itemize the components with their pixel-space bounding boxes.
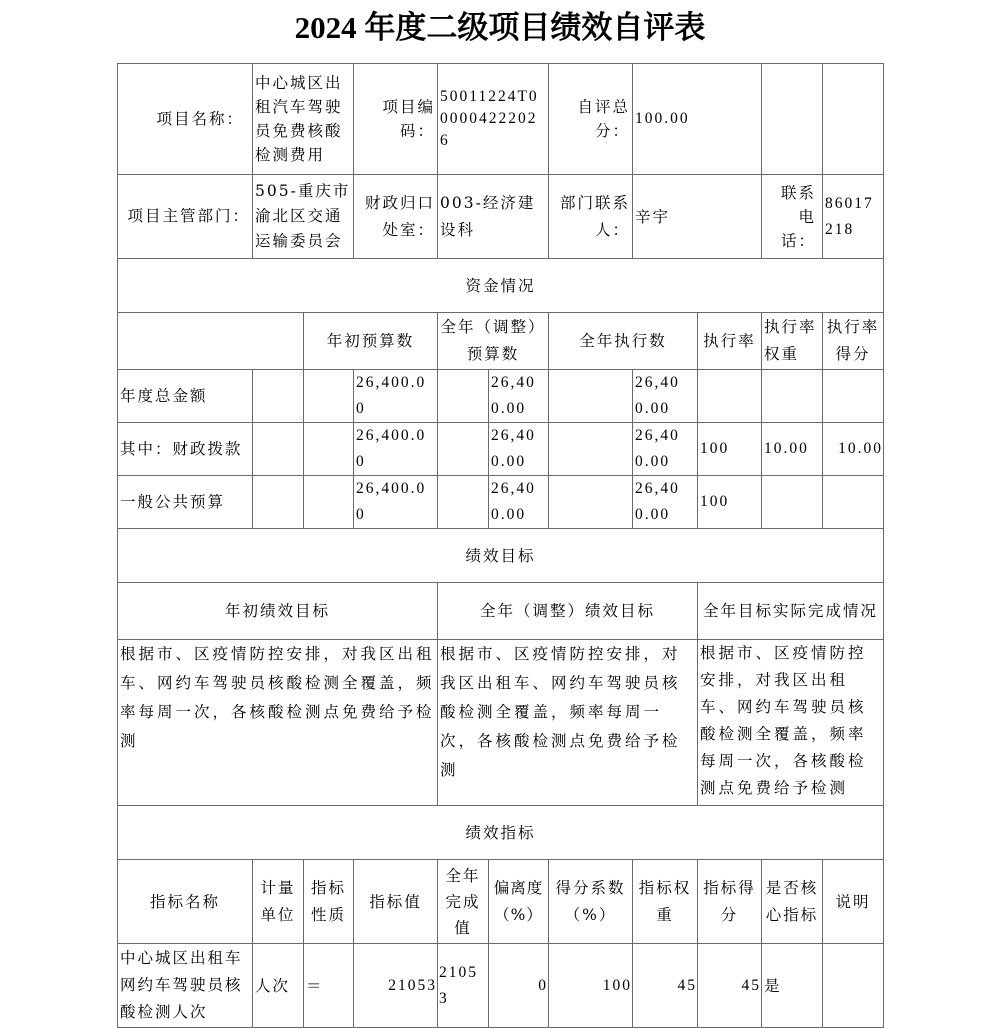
indicator-nature: ＝ bbox=[304, 944, 354, 1028]
adjusted-budget-header: 全年（调整）预算数 bbox=[438, 313, 549, 370]
initial-budget-value: 26,400.00 bbox=[354, 370, 438, 423]
indicator-score: 45 bbox=[698, 944, 762, 1028]
funding-row-label: 其中：财政拨款 bbox=[118, 423, 253, 476]
exec-weight-value bbox=[762, 370, 823, 423]
adjusted-goal-text: 根据市、区疫情防控安排，对我区出租车、网约车驾驶员核酸检测全覆盖，频率每周一次，各核酸检测点免费给予检测 bbox=[438, 640, 698, 806]
empty-cell bbox=[304, 370, 354, 423]
empty-cell bbox=[438, 476, 489, 529]
exec-rate-value: 100 bbox=[698, 423, 762, 476]
contact-person-value: 辛宇 bbox=[633, 175, 762, 259]
empty-cell bbox=[253, 423, 304, 476]
exec-rate-value bbox=[698, 370, 762, 423]
exec-weight-header: 执行率权重 bbox=[762, 313, 823, 370]
indicator-weight: 45 bbox=[633, 944, 698, 1028]
executed-value: 26,400.00 bbox=[633, 423, 698, 476]
coefficient-header: 得分系数（%） bbox=[549, 860, 633, 944]
actual-value-header: 全年完成值 bbox=[438, 860, 489, 944]
adjusted-budget-value: 26,400.00 bbox=[489, 423, 549, 476]
empty-cell bbox=[823, 64, 884, 175]
department-label: 项目主管部门： bbox=[118, 175, 253, 259]
exec-weight-value bbox=[762, 476, 823, 529]
page-title: 2024 年度二级项目绩效自评表 bbox=[294, 10, 706, 45]
finance-office-value: 003-经济建设科 bbox=[438, 175, 549, 259]
department-value: 505-重庆市渝北区交通运输委员会 bbox=[253, 175, 354, 259]
self-score-value: 100.00 bbox=[633, 64, 762, 175]
empty-cell bbox=[762, 64, 823, 175]
project-info-row-1 bbox=[118, 64, 884, 175]
empty-cell bbox=[304, 476, 354, 529]
goals-content-row bbox=[118, 640, 884, 806]
weight-header: 指标权重 bbox=[633, 860, 698, 944]
empty-cell bbox=[253, 476, 304, 529]
funding-row bbox=[118, 370, 884, 423]
actual-completion-text: 根据市、区疫情防控安排，对我区出租车、网约车驾驶员核酸检测全覆盖，频率每周一次，各核酸检测点免费给予检测 bbox=[698, 640, 884, 806]
exec-rate-value: 100 bbox=[698, 476, 762, 529]
indicators-section-title: 绩效指标 bbox=[118, 806, 884, 860]
indicator-coefficient: 100 bbox=[549, 944, 633, 1028]
goals-section-row bbox=[118, 529, 884, 583]
exec-score-value bbox=[823, 476, 884, 529]
phone-label: 联系电话： bbox=[762, 175, 823, 259]
empty-cell bbox=[438, 370, 489, 423]
project-name-value: 中心城区出租汽车驾驶员免费核酸检测费用 bbox=[253, 64, 354, 175]
indicator-note bbox=[823, 944, 884, 1028]
project-code-label: 项目编码： bbox=[354, 64, 438, 175]
indicator-name: 中心城区出租车网约车驾驶员核酸检测人次 bbox=[118, 944, 253, 1028]
funding-header-row bbox=[118, 313, 884, 370]
initial-goal-text: 根据市、区疫情防控安排，对我区出租车、网约车驾驶员核酸检测全覆盖，频率每周一次，各核酸检测点免费给予检测 bbox=[118, 640, 438, 806]
empty-cell bbox=[118, 313, 304, 370]
project-info-row-2 bbox=[118, 175, 884, 259]
adjusted-budget-value: 26,400.00 bbox=[489, 476, 549, 529]
exec-score-header: 执行率得分 bbox=[823, 313, 884, 370]
indicator-target: 21053 bbox=[354, 944, 438, 1028]
indicator-row bbox=[118, 944, 884, 1028]
contact-person-label: 部门联系人： bbox=[549, 175, 633, 259]
project-code-value: 50011224T000004222026 bbox=[438, 64, 549, 175]
funding-row bbox=[118, 476, 884, 529]
indicator-unit: 人次 bbox=[253, 944, 304, 1028]
goals-header-row bbox=[118, 583, 884, 640]
nature-header: 指标性质 bbox=[304, 860, 354, 944]
funding-row-label: 年度总金额 bbox=[118, 370, 253, 423]
empty-cell bbox=[549, 423, 633, 476]
initial-budget-value: 26,400.00 bbox=[354, 423, 438, 476]
empty-cell bbox=[304, 423, 354, 476]
empty-cell bbox=[549, 370, 633, 423]
funding-row bbox=[118, 423, 884, 476]
empty-cell bbox=[253, 370, 304, 423]
note-header: 说明 bbox=[823, 860, 884, 944]
executed-value: 26,400.00 bbox=[633, 370, 698, 423]
unit-header: 计量单位 bbox=[253, 860, 304, 944]
empty-cell bbox=[549, 476, 633, 529]
phone-value: 86017218 bbox=[823, 175, 884, 259]
exec-rate-header: 执行率 bbox=[698, 313, 762, 370]
deviation-header: 偏离度（%） bbox=[489, 860, 549, 944]
target-value-header: 指标值 bbox=[354, 860, 438, 944]
initial-budget-header: 年初预算数 bbox=[304, 313, 438, 370]
indicator-actual: 21053 bbox=[438, 944, 489, 1028]
execution-header: 全年执行数 bbox=[549, 313, 698, 370]
funding-row-label: 一般公共预算 bbox=[118, 476, 253, 529]
adjusted-budget-value: 26,400.00 bbox=[489, 370, 549, 423]
executed-value: 26,400.00 bbox=[633, 476, 698, 529]
indicator-core: 是 bbox=[762, 944, 823, 1028]
core-indicator-header: 是否核心指标 bbox=[762, 860, 823, 944]
exec-weight-value: 10.00 bbox=[762, 423, 823, 476]
performance-evaluation-table bbox=[117, 63, 884, 1028]
project-name-label: 项目名称： bbox=[118, 64, 253, 175]
finance-office-label: 财政归口处室： bbox=[354, 175, 438, 259]
funding-section-row bbox=[118, 259, 884, 313]
exec-score-value bbox=[823, 370, 884, 423]
adjusted-goal-header: 全年（调整）绩效目标 bbox=[438, 583, 698, 640]
empty-cell bbox=[438, 423, 489, 476]
indicator-deviation: 0 bbox=[489, 944, 549, 1028]
self-score-label: 自评总分： bbox=[549, 64, 633, 175]
exec-score-value: 10.00 bbox=[823, 423, 884, 476]
actual-completion-header: 全年目标实际完成情况 bbox=[698, 583, 884, 640]
initial-goal-header: 年初绩效目标 bbox=[118, 583, 438, 640]
indicators-section-row bbox=[118, 806, 884, 860]
indicators-header-row bbox=[118, 860, 884, 944]
funding-section-title: 资金情况 bbox=[118, 259, 884, 313]
score-header: 指标得分 bbox=[698, 860, 762, 944]
indicator-name-header: 指标名称 bbox=[118, 860, 253, 944]
initial-budget-value: 26,400.00 bbox=[354, 476, 438, 529]
goals-section-title: 绩效目标 bbox=[118, 529, 884, 583]
